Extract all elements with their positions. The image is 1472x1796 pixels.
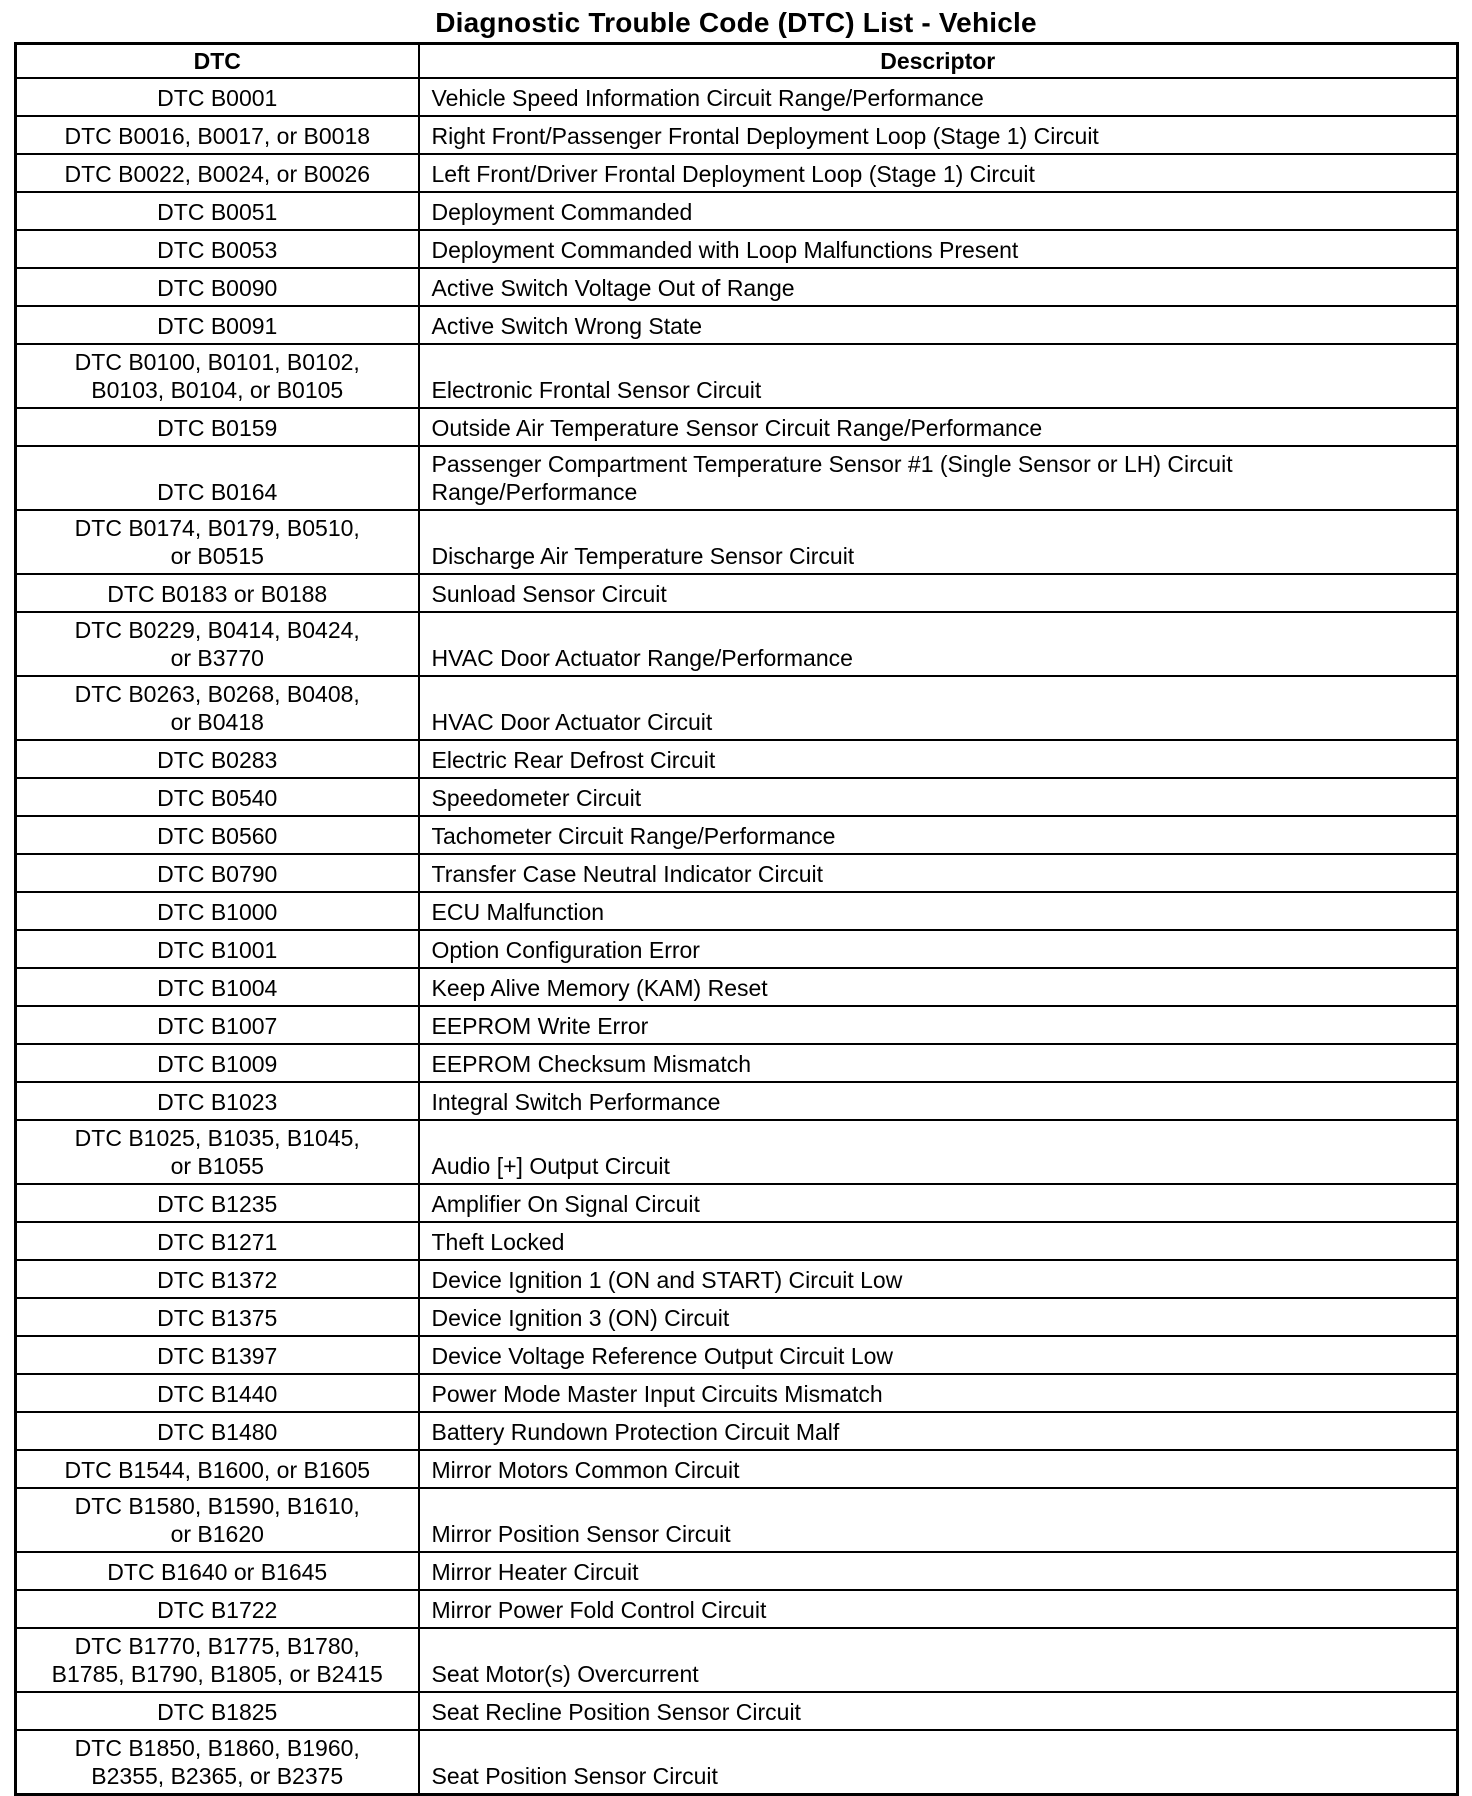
column-header-dtc: DTC [16, 44, 419, 79]
descriptor-cell: HVAC Door Actuator Range/Performance [419, 612, 1458, 676]
dtc-code-cell: DTC B1825 [16, 1692, 419, 1730]
dtc-code-cell: DTC B0001 [16, 78, 419, 116]
descriptor-cell: Device Ignition 1 (ON and START) Circuit Low [419, 1260, 1458, 1298]
table-row [16, 192, 1458, 230]
descriptor-cell: Option Configuration Error [419, 930, 1458, 968]
table-row [16, 1120, 1458, 1184]
descriptor-cell: Vehicle Speed Information Circuit Range/Performance [419, 78, 1458, 116]
table-row [16, 778, 1458, 816]
dtc-code-cell: DTC B0090 [16, 268, 419, 306]
descriptor-cell: Amplifier On Signal Circuit [419, 1184, 1458, 1222]
descriptor-cell: Integral Switch Performance [419, 1082, 1458, 1120]
dtc-table [14, 42, 1459, 1796]
table-row [16, 968, 1458, 1006]
table-row [16, 1374, 1458, 1412]
descriptor-cell: Outside Air Temperature Sensor Circuit Range/Performance [419, 408, 1458, 446]
table-row [16, 816, 1458, 854]
table-row [16, 574, 1458, 612]
descriptor-cell: Electric Rear Defrost Circuit [419, 740, 1458, 778]
dtc-code-cell: DTC B0174, B0179, B0510, or B0515 [16, 510, 419, 574]
descriptor-cell: Electronic Frontal Sensor Circuit [419, 344, 1458, 408]
dtc-code-cell: DTC B1004 [16, 968, 419, 1006]
dtc-code-cell: DTC B1001 [16, 930, 419, 968]
dtc-code-cell: DTC B1770, B1775, B1780, B1785, B1790, B1805, or B2415 [16, 1628, 419, 1692]
dtc-code-cell: DTC B0540 [16, 778, 419, 816]
dtc-code-cell: DTC B0091 [16, 306, 419, 344]
descriptor-cell: Theft Locked [419, 1222, 1458, 1260]
descriptor-cell: EEPROM Checksum Mismatch [419, 1044, 1458, 1082]
dtc-code-cell: DTC B1375 [16, 1298, 419, 1336]
descriptor-cell: Seat Position Sensor Circuit [419, 1730, 1458, 1795]
dtc-code-cell: DTC B0263, B0268, B0408, or B0418 [16, 676, 419, 740]
dtc-code-cell: DTC B1722 [16, 1590, 419, 1628]
dtc-code-cell: DTC B0283 [16, 740, 419, 778]
table-row [16, 1044, 1458, 1082]
descriptor-cell: Device Voltage Reference Output Circuit Low [419, 1336, 1458, 1374]
table-row [16, 1298, 1458, 1336]
table-row [16, 1184, 1458, 1222]
dtc-code-cell: DTC B0022, B0024, or B0026 [16, 154, 419, 192]
descriptor-cell: Speedometer Circuit [419, 778, 1458, 816]
dtc-code-cell: DTC B0051 [16, 192, 419, 230]
descriptor-cell: Seat Motor(s) Overcurrent [419, 1628, 1458, 1692]
table-row [16, 268, 1458, 306]
table-row [16, 892, 1458, 930]
dtc-code-cell: DTC B0790 [16, 854, 419, 892]
dtc-code-cell: DTC B0100, B0101, B0102, B0103, B0104, or B0105 [16, 344, 419, 408]
descriptor-cell: Right Front/Passenger Frontal Deployment Loop (Stage 1) Circuit [419, 116, 1458, 154]
table-row [16, 930, 1458, 968]
table-row [16, 1692, 1458, 1730]
table-row [16, 740, 1458, 778]
dtc-code-cell: DTC B1397 [16, 1336, 419, 1374]
table-row [16, 1260, 1458, 1298]
descriptor-cell: Mirror Heater Circuit [419, 1552, 1458, 1590]
dtc-code-cell: DTC B1640 or B1645 [16, 1552, 419, 1590]
descriptor-cell: Power Mode Master Input Circuits Mismatch [419, 1374, 1458, 1412]
dtc-code-cell: DTC B0183 or B0188 [16, 574, 419, 612]
dtc-code-cell: DTC B1372 [16, 1260, 419, 1298]
descriptor-cell: Transfer Case Neutral Indicator Circuit [419, 854, 1458, 892]
dtc-code-cell: DTC B0229, B0414, B0424, or B3770 [16, 612, 419, 676]
descriptor-cell: Mirror Power Fold Control Circuit [419, 1590, 1458, 1628]
dtc-code-cell: DTC B0159 [16, 408, 419, 446]
dtc-code-cell: DTC B1000 [16, 892, 419, 930]
table-row [16, 116, 1458, 154]
table-row [16, 1082, 1458, 1120]
dtc-code-cell: DTC B1850, B1860, B1960, B2355, B2365, or B2375 [16, 1730, 419, 1795]
table-row [16, 1730, 1458, 1795]
table-row [16, 510, 1458, 574]
table-row [16, 78, 1458, 116]
table-row [16, 306, 1458, 344]
table-row [16, 344, 1458, 408]
descriptor-cell: Active Switch Voltage Out of Range [419, 268, 1458, 306]
descriptor-cell: Discharge Air Temperature Sensor Circuit [419, 510, 1458, 574]
table-row [16, 408, 1458, 446]
dtc-code-cell: DTC B1007 [16, 1006, 419, 1044]
table-row [16, 1552, 1458, 1590]
descriptor-cell: HVAC Door Actuator Circuit [419, 676, 1458, 740]
dtc-code-cell: DTC B1271 [16, 1222, 419, 1260]
table-row [16, 1006, 1458, 1044]
descriptor-cell: Mirror Position Sensor Circuit [419, 1488, 1458, 1552]
dtc-code-cell: DTC B1480 [16, 1412, 419, 1450]
descriptor-cell: Mirror Motors Common Circuit [419, 1450, 1458, 1488]
descriptor-cell: Audio [+] Output Circuit [419, 1120, 1458, 1184]
descriptor-cell: Device Ignition 3 (ON) Circuit [419, 1298, 1458, 1336]
descriptor-cell: Seat Recline Position Sensor Circuit [419, 1692, 1458, 1730]
descriptor-cell: Deployment Commanded [419, 192, 1458, 230]
descriptor-cell: Battery Rundown Protection Circuit Malf [419, 1412, 1458, 1450]
dtc-code-cell: DTC B1025, B1035, B1045, or B1055 [16, 1120, 419, 1184]
table-row [16, 1450, 1458, 1488]
dtc-code-cell: DTC B0053 [16, 230, 419, 268]
table-row [16, 1628, 1458, 1692]
table-row [16, 230, 1458, 268]
table-header-row [16, 44, 1458, 79]
dtc-code-cell: DTC B0164 [16, 446, 419, 510]
dtc-code-cell: DTC B1009 [16, 1044, 419, 1082]
dtc-code-cell: DTC B1440 [16, 1374, 419, 1412]
table-row [16, 676, 1458, 740]
descriptor-cell: Passenger Compartment Temperature Sensor #1 (Single Sensor or LH) Circuit Range/Performance [419, 446, 1458, 510]
descriptor-cell: Active Switch Wrong State [419, 306, 1458, 344]
dtc-code-cell: DTC B1235 [16, 1184, 419, 1222]
descriptor-cell: ECU Malfunction [419, 892, 1458, 930]
descriptor-cell: Keep Alive Memory (KAM) Reset [419, 968, 1458, 1006]
dtc-code-cell: DTC B1544, B1600, or B1605 [16, 1450, 419, 1488]
table-row [16, 1488, 1458, 1552]
table-row [16, 446, 1458, 510]
table-body [16, 78, 1458, 1795]
table-row [16, 1590, 1458, 1628]
descriptor-cell: Deployment Commanded with Loop Malfunctions Present [419, 230, 1458, 268]
table-row [16, 154, 1458, 192]
table-row [16, 854, 1458, 892]
column-header-descriptor: Descriptor [419, 44, 1458, 79]
dtc-code-cell: DTC B0016, B0017, or B0018 [16, 116, 419, 154]
descriptor-cell: EEPROM Write Error [419, 1006, 1458, 1044]
descriptor-cell: Tachometer Circuit Range/Performance [419, 816, 1458, 854]
table-row [16, 612, 1458, 676]
dtc-code-cell: DTC B0560 [16, 816, 419, 854]
descriptor-cell: Left Front/Driver Frontal Deployment Loop (Stage 1) Circuit [419, 154, 1458, 192]
table-row [16, 1336, 1458, 1374]
table-row [16, 1222, 1458, 1260]
descriptor-cell: Sunload Sensor Circuit [419, 574, 1458, 612]
dtc-code-cell: DTC B1023 [16, 1082, 419, 1120]
dtc-code-cell: DTC B1580, B1590, B1610, or B1620 [16, 1488, 419, 1552]
page-title: Diagnostic Trouble Code (DTC) List - Vehicle [435, 7, 1037, 38]
table-row [16, 1412, 1458, 1450]
